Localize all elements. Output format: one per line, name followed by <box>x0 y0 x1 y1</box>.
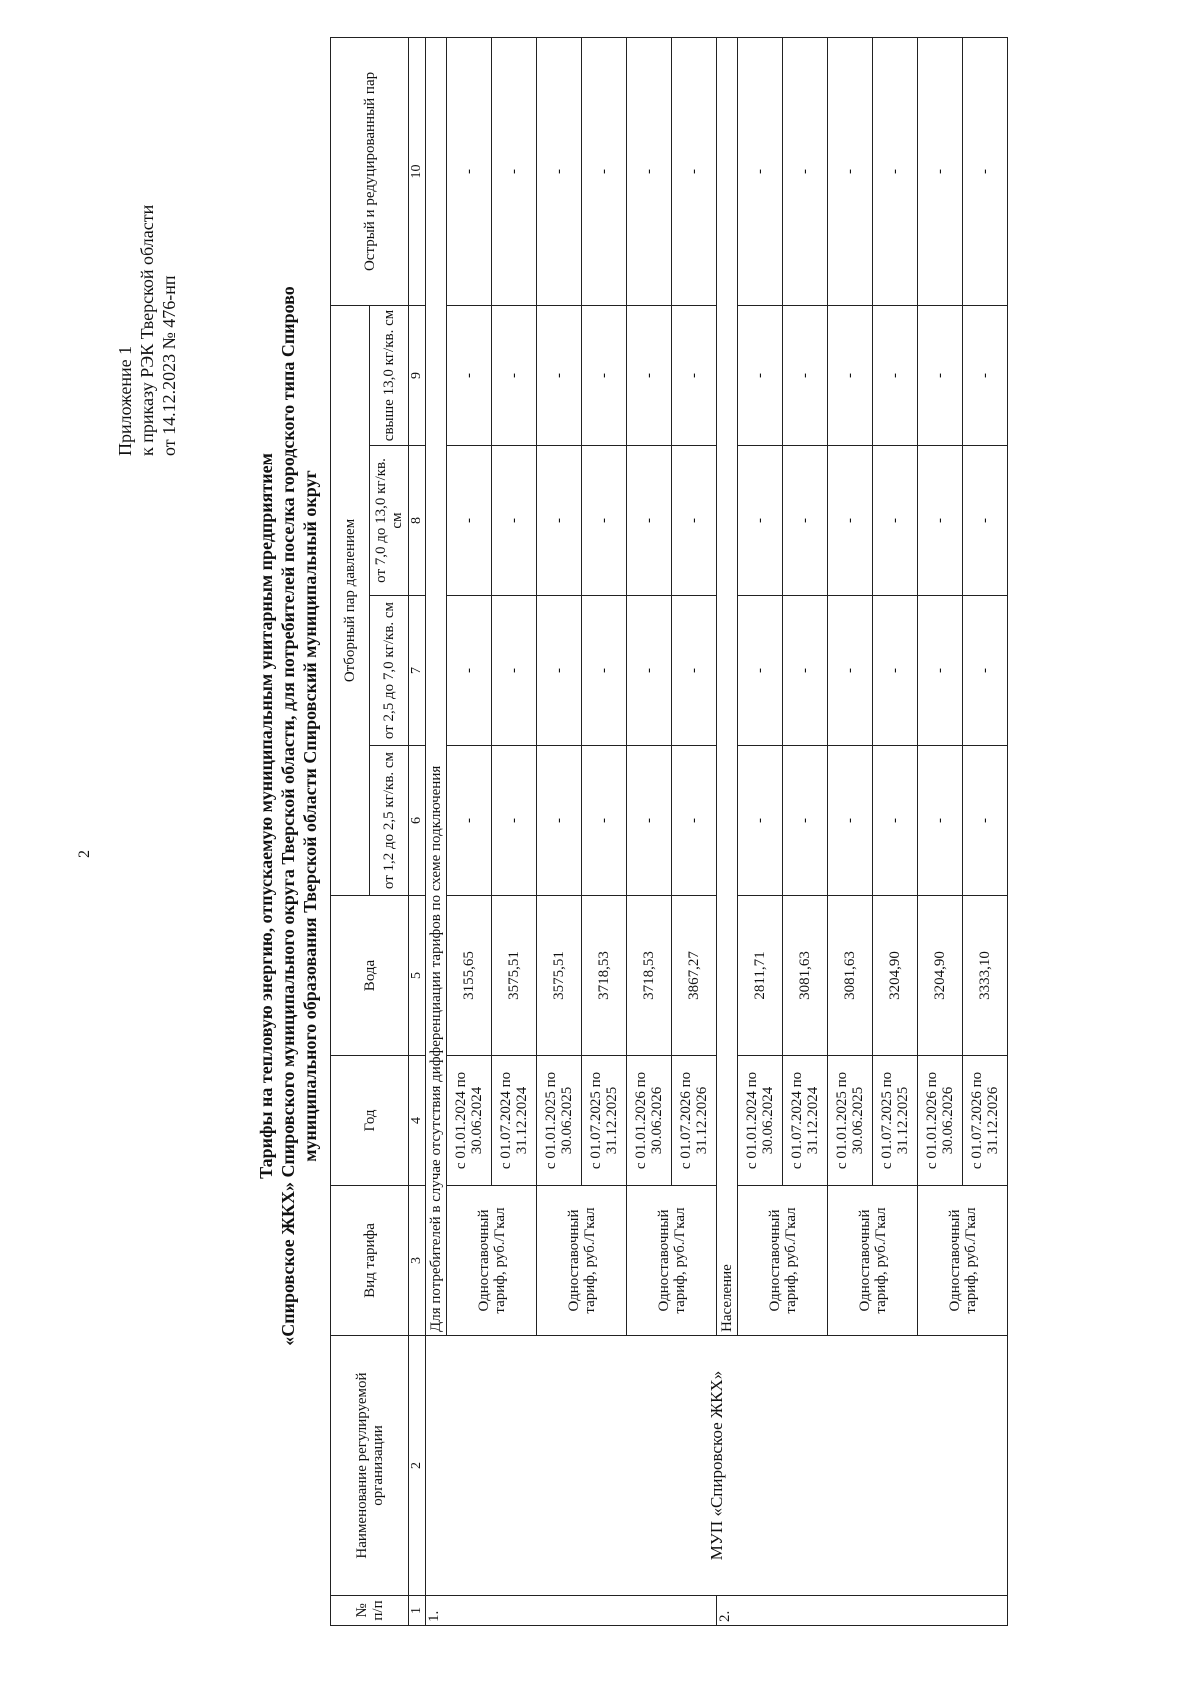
title-line-2: «Спировское ЖКХ» Спировского муниципального округа Тверской области, для потребителей поселка городского типа Спирово <box>278 286 298 1346</box>
tariffs-table <box>330 37 1008 1626</box>
tariff-type-cell: Одноставочный тариф, руб./Гкал <box>627 1186 717 1336</box>
p3-cell: - <box>963 446 1008 596</box>
sharp-cell: - <box>537 37 582 305</box>
p1-cell: - <box>672 746 717 896</box>
water-cell: 3575,51 <box>537 896 582 1056</box>
p4-cell: - <box>627 305 672 445</box>
year-cell: с 01.01.2025 по 30.06.2025 <box>828 1056 873 1186</box>
column-number-cell: 7 <box>409 596 426 746</box>
year-cell: с 01.07.2025 по 31.12.2025 <box>582 1056 627 1186</box>
title-line-1: Тарифы на тепловую энергию, отпускаемую муниципальным унитарным предприятием <box>256 453 276 1179</box>
header-org: Наименование регулируемой организации <box>331 1336 409 1596</box>
p3-cell: - <box>918 446 963 596</box>
water-cell: 3718,53 <box>627 896 672 1056</box>
sharp-cell: - <box>627 37 672 305</box>
tariff-type-cell: Одноставочный тариф, руб./Гкал <box>738 1186 828 1336</box>
p4-cell: - <box>738 305 783 445</box>
sharp-cell: - <box>963 37 1008 305</box>
sharp-cell: - <box>582 37 627 305</box>
p4-cell: - <box>828 305 873 445</box>
appendix-line-3: от 14.12.2023 № 476-нп <box>159 275 179 456</box>
p2-cell: - <box>627 596 672 746</box>
water-cell: 3081,63 <box>828 896 873 1056</box>
p4-cell: - <box>672 305 717 445</box>
p1-cell: - <box>537 746 582 896</box>
appendix-line-2: к приказу РЭК Тверской области <box>137 204 157 456</box>
header-pressure-2: от 2,5 до 7,0 кг/кв. см <box>370 596 409 746</box>
table-body <box>331 37 1008 1625</box>
p1-cell: - <box>627 746 672 896</box>
appendix-header <box>114 205 180 456</box>
column-number-cell: 4 <box>409 1056 426 1186</box>
p2-cell: - <box>738 596 783 746</box>
tariff-type-cell: Одноставочный тариф, руб./Гкал <box>447 1186 537 1336</box>
p4-cell: - <box>783 305 828 445</box>
p4-cell: - <box>918 305 963 445</box>
header-pressure-4: свыше 13,0 кг/кв. см <box>370 305 409 445</box>
p2-cell: - <box>873 596 918 746</box>
water-cell: 3204,90 <box>873 896 918 1056</box>
header-pressure-1: от 1,2 до 2,5 кг/кв. см <box>370 746 409 896</box>
column-number-cell: 8 <box>409 446 426 596</box>
section-number: 2. <box>717 1596 1008 1626</box>
p1-cell: - <box>828 746 873 896</box>
column-number-cell: 1 <box>409 1596 426 1626</box>
p2-cell: - <box>537 596 582 746</box>
p3-cell: - <box>738 446 783 596</box>
year-cell: с 01.01.2025 по 30.06.2025 <box>537 1056 582 1186</box>
p4-cell: - <box>963 305 1008 445</box>
p2-cell: - <box>447 596 492 746</box>
tariff-type-cell: Одноставочный тариф, руб./Гкал <box>537 1186 627 1336</box>
document-title <box>255 286 321 1346</box>
section-number: 1. <box>426 1596 717 1626</box>
year-cell: с 01.07.2024 по 31.12.2024 <box>492 1056 537 1186</box>
header-sharp-steam: Острый и редуцированный пар <box>331 37 409 305</box>
title-line-3: муниципального образования Тверской области Спировский муниципальный округ <box>300 470 320 1162</box>
header-steam: Отборный пар давлением <box>331 305 370 895</box>
column-number-cell: 5 <box>409 896 426 1056</box>
sharp-cell: - <box>873 37 918 305</box>
header-tariff-type: Вид тарифа <box>331 1186 409 1336</box>
column-number-row <box>409 37 426 1625</box>
header-row-1 <box>331 37 370 1625</box>
water-cell: 3155,65 <box>447 896 492 1056</box>
p3-cell: - <box>447 446 492 596</box>
p3-cell: - <box>537 446 582 596</box>
section-label: Население <box>717 37 738 1335</box>
p1-cell: - <box>918 746 963 896</box>
sharp-cell: - <box>918 37 963 305</box>
p1-cell: - <box>738 746 783 896</box>
p1-cell: - <box>963 746 1008 896</box>
p2-cell: - <box>492 596 537 746</box>
p3-cell: - <box>492 446 537 596</box>
header-water: Вода <box>331 896 409 1056</box>
tariff-type-cell: Одноставочный тариф, руб./Гкал <box>918 1186 1008 1336</box>
water-cell: 3575,51 <box>492 896 537 1056</box>
column-number-cell: 2 <box>409 1336 426 1596</box>
p4-cell: - <box>873 305 918 445</box>
sharp-cell: - <box>672 37 717 305</box>
p2-cell: - <box>672 596 717 746</box>
column-number-cell: 10 <box>409 37 426 305</box>
sharp-cell: - <box>447 37 492 305</box>
water-cell: 3718,53 <box>582 896 627 1056</box>
appendix-line-1: Приложение 1 <box>115 345 135 456</box>
water-cell: 3333,10 <box>963 896 1008 1056</box>
water-cell: 3867,27 <box>672 896 717 1056</box>
organization-name: МУП «Спировское ЖКХ» <box>426 1336 1008 1596</box>
year-cell: с 01.07.2026 по 31.12.2026 <box>672 1056 717 1186</box>
header-year: Год <box>331 1056 409 1186</box>
year-cell: с 01.01.2026 по 30.06.2026 <box>918 1056 963 1186</box>
column-number-cell: 6 <box>409 746 426 896</box>
year-cell: с 01.01.2024 по 30.06.2024 <box>447 1056 492 1186</box>
tariff-type-cell: Одноставочный тариф, руб./Гкал <box>828 1186 918 1336</box>
year-cell: с 01.07.2025 по 31.12.2025 <box>873 1056 918 1186</box>
p1-cell: - <box>783 746 828 896</box>
p3-cell: - <box>828 446 873 596</box>
p1-cell: - <box>873 746 918 896</box>
water-cell: 3081,63 <box>783 896 828 1056</box>
column-number-cell: 9 <box>409 305 426 445</box>
year-cell: с 01.07.2024 по 31.12.2024 <box>783 1056 828 1186</box>
column-number-cell: 3 <box>409 1186 426 1336</box>
p2-cell: - <box>783 596 828 746</box>
p2-cell: - <box>828 596 873 746</box>
sharp-cell: - <box>738 37 783 305</box>
page-number: 2 <box>76 850 93 858</box>
sharp-cell: - <box>783 37 828 305</box>
header-num: № п/п <box>331 1596 409 1626</box>
p4-cell: - <box>492 305 537 445</box>
p2-cell: - <box>918 596 963 746</box>
sharp-cell: - <box>492 37 537 305</box>
p3-cell: - <box>873 446 918 596</box>
p1-cell: - <box>582 746 627 896</box>
section-row <box>426 37 447 1625</box>
p3-cell: - <box>783 446 828 596</box>
p2-cell: - <box>963 596 1008 746</box>
header-pressure-3: от 7,0 до 13,0 кг/кв. см <box>370 446 409 596</box>
p3-cell: - <box>627 446 672 596</box>
p1-cell: - <box>492 746 537 896</box>
water-cell: 3204,90 <box>918 896 963 1056</box>
section-label: Для потребителей в случае отсутствия дифференциации тарифов по схеме подключения <box>426 37 447 1335</box>
year-cell: с 01.07.2026 по 31.12.2026 <box>963 1056 1008 1186</box>
p4-cell: - <box>447 305 492 445</box>
p3-cell: - <box>582 446 627 596</box>
year-cell: с 01.01.2024 по 30.06.2024 <box>738 1056 783 1186</box>
year-cell: с 01.01.2026 по 30.06.2026 <box>627 1056 672 1186</box>
p2-cell: - <box>582 596 627 746</box>
p4-cell: - <box>537 305 582 445</box>
sharp-cell: - <box>828 37 873 305</box>
p4-cell: - <box>582 305 627 445</box>
p1-cell: - <box>447 746 492 896</box>
water-cell: 2811,71 <box>738 896 783 1056</box>
p3-cell: - <box>672 446 717 596</box>
